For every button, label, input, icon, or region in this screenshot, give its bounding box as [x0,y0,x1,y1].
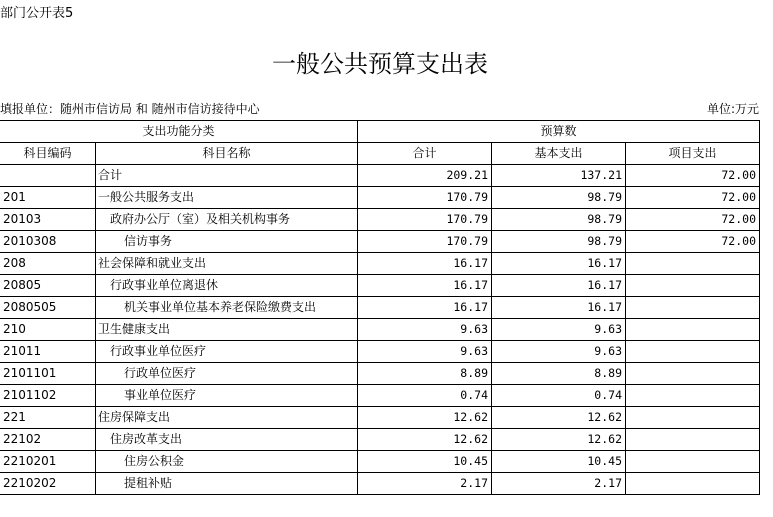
header-total: 合计 [358,143,492,165]
cell-total: 170.79 [358,187,492,209]
header-row-2 [0,143,760,165]
cell-total: 170.79 [358,209,492,231]
cell-name: 合计 [96,165,358,187]
cell-total: 9.63 [358,319,492,341]
cell-name: 行政事业单位离退休 [96,275,358,297]
header-function-category: 支出功能分类 [0,121,358,143]
cell-name: 机关事业单位基本养老保险缴费支出 [96,297,358,319]
cell-project: 72.00 [626,231,760,253]
table-row [0,209,760,231]
cell-basic: 12.62 [492,407,626,429]
cell-name: 事业单位医疗 [96,385,358,407]
header-budget-amount: 预算数 [358,121,760,143]
cell-project [626,407,760,429]
table-row [0,407,760,429]
cell-name: 一般公共服务支出 [96,187,358,209]
cell-name: 提租补贴 [96,473,358,495]
cell-total: 209.21 [358,165,492,187]
cell-total: 16.17 [358,297,492,319]
cell-code: 2210201 [0,451,96,473]
table-row [0,473,760,495]
cell-code: 201 [0,187,96,209]
cell-code: 2101101 [0,363,96,385]
cell-project [626,253,760,275]
cell-project: 72.00 [626,209,760,231]
cell-total: 10.45 [358,451,492,473]
cell-name: 社会保障和就业支出 [96,253,358,275]
table-body [0,165,760,495]
table-row [0,165,760,187]
cell-basic: 16.17 [492,297,626,319]
cell-code: 20805 [0,275,96,297]
cell-total: 8.89 [358,363,492,385]
cell-code [0,165,96,187]
budget-table [0,120,760,495]
cell-code: 208 [0,253,96,275]
cell-project [626,385,760,407]
cell-total: 0.74 [358,385,492,407]
cell-project [626,319,760,341]
filling-unit: 填报单位：随州市信访局 和 随州市信访接待中心 [0,102,260,116]
cell-basic: 98.79 [492,209,626,231]
cell-name: 行政单位医疗 [96,363,358,385]
cell-name: 信访事务 [96,231,358,253]
table-row [0,385,760,407]
table-row [0,363,760,385]
cell-basic: 98.79 [492,187,626,209]
header-project: 项目支出 [626,143,760,165]
table-row [0,231,760,253]
cell-code: 2101102 [0,385,96,407]
cell-basic: 9.63 [492,319,626,341]
cell-basic: 9.63 [492,341,626,363]
header-row-1 [0,121,760,143]
cell-project [626,473,760,495]
currency-unit: 单位:万元 [706,102,759,116]
header-name: 科目名称 [96,143,358,165]
form-number: 部门公开表5 [0,6,74,21]
cell-name: 住房保障支出 [96,407,358,429]
cell-project [626,341,760,363]
cell-basic: 2.17 [492,473,626,495]
cell-basic: 98.79 [492,231,626,253]
cell-code: 210 [0,319,96,341]
cell-basic: 16.17 [492,275,626,297]
cell-code: 221 [0,407,96,429]
page-title: 一般公共预算支出表 [272,50,488,78]
cell-code: 20103 [0,209,96,231]
table-row [0,319,760,341]
cell-total: 170.79 [358,231,492,253]
table-row [0,275,760,297]
cell-name: 行政事业单位医疗 [96,341,358,363]
cell-name: 政府办公厅（室）及相关机构事务 [96,209,358,231]
cell-total: 12.62 [358,429,492,451]
cell-total: 16.17 [358,275,492,297]
table-row [0,429,760,451]
table-row [0,297,760,319]
cell-code: 21011 [0,341,96,363]
cell-total: 9.63 [358,341,492,363]
table-row [0,253,760,275]
cell-code: 2210202 [0,473,96,495]
cell-project [626,363,760,385]
cell-total: 2.17 [358,473,492,495]
cell-project [626,429,760,451]
table-row [0,187,760,209]
table-row [0,341,760,363]
table-row [0,451,760,473]
cell-project [626,451,760,473]
cell-total: 12.62 [358,407,492,429]
cell-code: 22102 [0,429,96,451]
header-code: 科目编码 [0,143,96,165]
cell-code: 2010308 [0,231,96,253]
cell-project: 72.00 [626,187,760,209]
header-basic: 基本支出 [492,143,626,165]
cell-basic: 10.45 [492,451,626,473]
cell-basic: 0.74 [492,385,626,407]
cell-code: 2080505 [0,297,96,319]
cell-total: 16.17 [358,253,492,275]
cell-name: 住房公积金 [96,451,358,473]
cell-basic: 16.17 [492,253,626,275]
cell-basic: 12.62 [492,429,626,451]
cell-project [626,275,760,297]
cell-name: 卫生健康支出 [96,319,358,341]
cell-project [626,297,760,319]
cell-basic: 137.21 [492,165,626,187]
cell-basic: 8.89 [492,363,626,385]
cell-name: 住房改革支出 [96,429,358,451]
cell-project: 72.00 [626,165,760,187]
